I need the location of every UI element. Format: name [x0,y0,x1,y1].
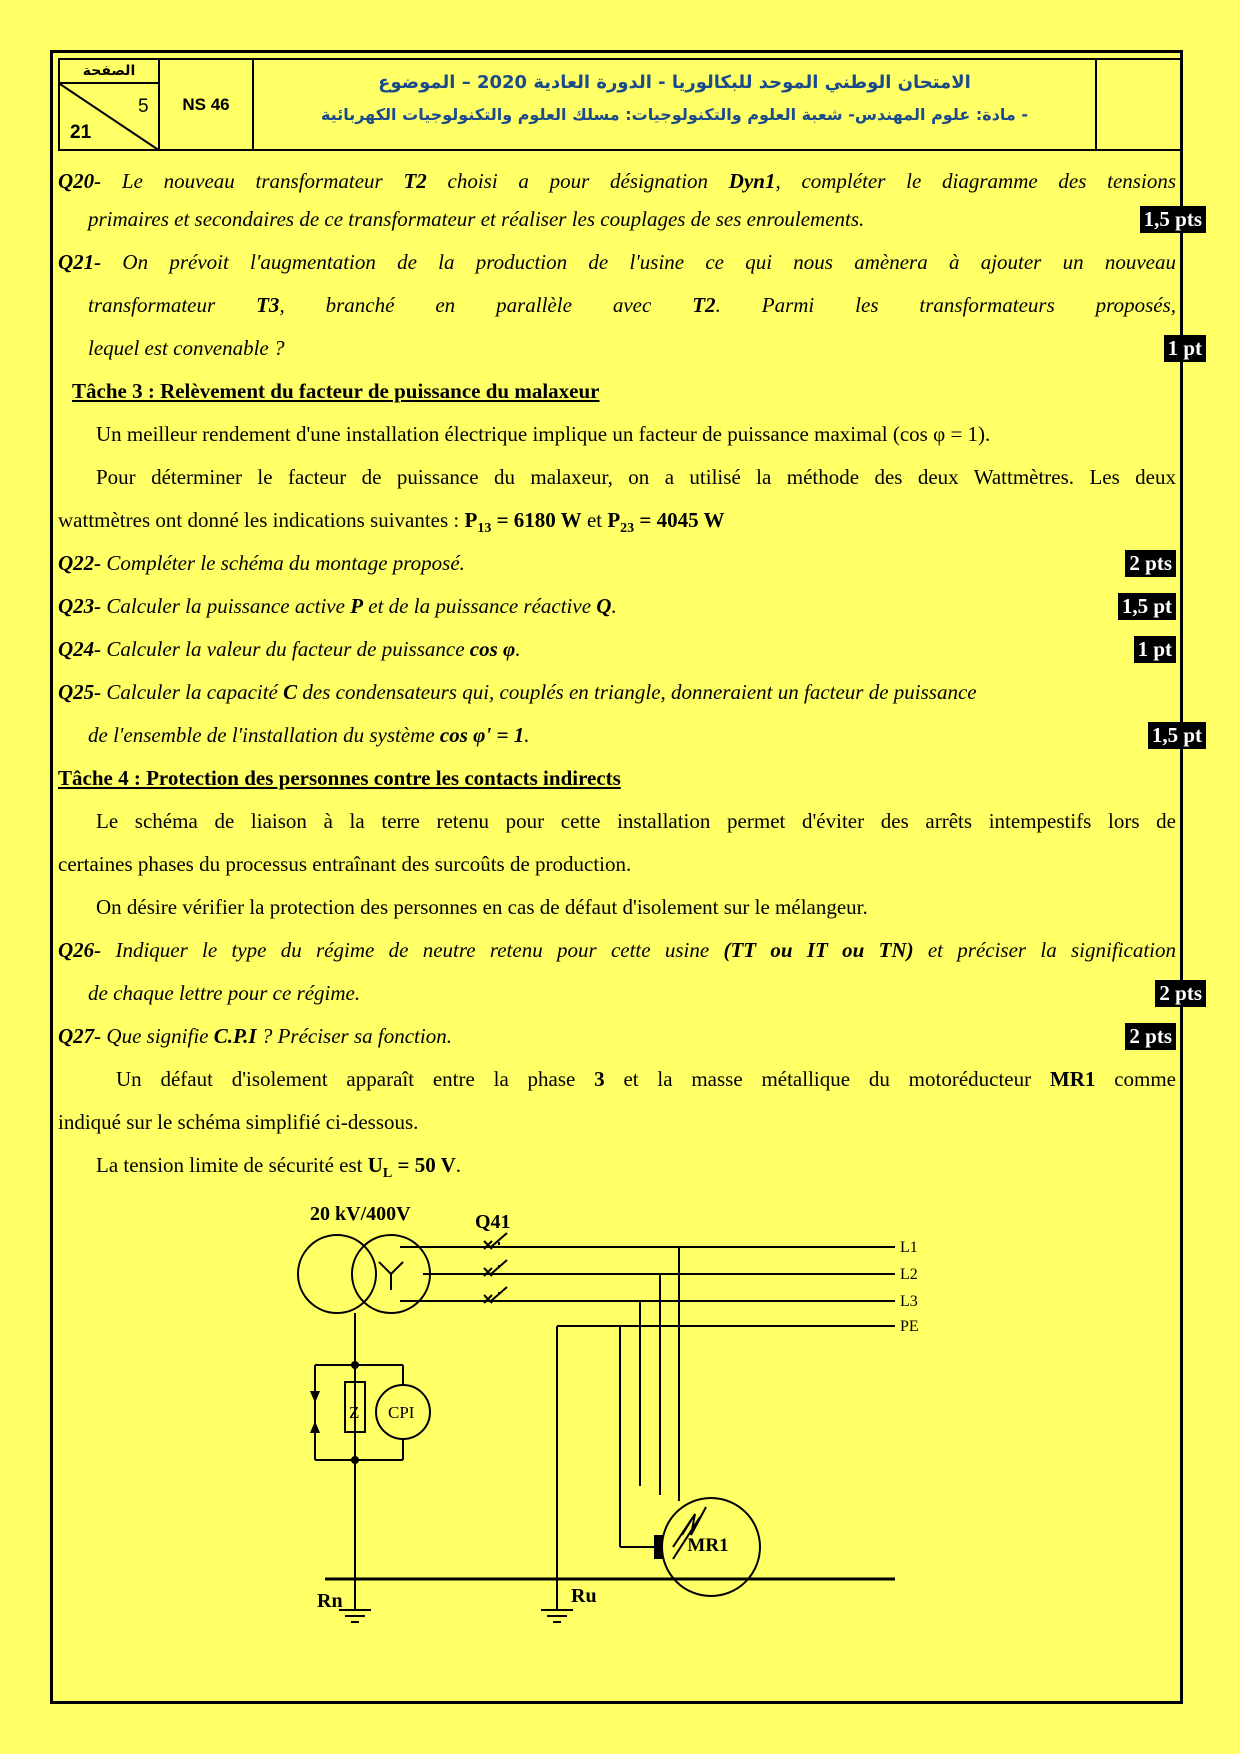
exam-title-cell [254,60,1097,149]
q20-number: Q20- [58,169,102,193]
task4-title: Tâche 4 : Protection des personnes contre les contacts indirects [58,766,621,790]
exam-title-line2: - مادة: علوم المهندس- شعبة العلوم والتكنولوجيات: مسلك العلوم والتكنولوجيات الكهربائية [320,105,1029,124]
q21-line3: lequel est convenable ? 1 pt [58,329,1206,367]
q25-line1: Q25- Calculer la capacité C des condensateurs qui, couplés en triangle, donneraient un facteur de puissance [58,680,977,704]
exam-header [58,58,1182,151]
q22-line: Q22- Compléter le schéma du montage proposé. 2 pts [58,544,1176,582]
page-total: 21 [70,122,92,143]
q23-line: Q23- Calculer la puissance active P et de la puissance réactive Q. 1,5 pt [58,587,1176,625]
task3-paragraph1: Un meilleur rendement d'une installation électrique implique un facteur de puissance maximal (cos φ = 1). [96,422,991,446]
q26-line1: Q26- Indiquer le type du régime de neutre retenu pour cette usine (TT ou IT ou TN) et préciser la signification [58,938,1176,962]
task4-paragraph1: Le schéma de liaison à la terre retenu pour cette installation permet d'éviter des arrêts intempestifs lors de [96,809,1176,833]
earth-symbol-rn [339,1610,371,1622]
q20-points: 1,5 pts [1140,206,1206,233]
q23-points: 1,5 pt [1118,593,1176,620]
q26-line2: de chaque lettre pour ce régime. 2 pts [58,974,1206,1012]
task3-title: Tâche 3 : Relèvement du facteur de puissance du malaxeur [72,379,600,403]
safety-voltage-line: La tension limite de sécurité est $U_L = 50$ V. [96,1153,462,1182]
fault-paragraph1: Un défaut d'isolement apparaît entre la phase 3 et la masse métallique du motoréducteur MR1 comme [116,1067,1177,1091]
q22-points: 2 pts [1125,550,1176,577]
breaker-label: Q41 [475,1211,511,1233]
q27-number: Q27- [58,1024,102,1048]
q27-points: 2 pts [1125,1023,1176,1050]
q21-line2: transformateur T3, branché en parallèle avec T2. Parmi les transformateurs proposés, [88,293,1176,317]
task4-heading [58,759,1176,797]
rn-label: Rn [317,1590,343,1612]
page-label: الصفحة [60,60,158,84]
q27-line: Q27- Que signifie C.P.I ? Préciser sa fonction. 2 pts [58,1017,1176,1055]
impedance-label: Z [349,1403,360,1422]
fault-circuit-diagram [295,1195,935,1635]
motor-label: MR1 [687,1535,729,1556]
task4-paragraph3: On désire vérifier la protection des personnes en cas de défaut d'isolement sur le mélangeur. [96,895,868,919]
q21-line1: Q21- On prévoit l'augmentation de la production de l'usine ce qui nous amènera à ajouter un nouveau [58,250,1176,274]
q23-number: Q23- [58,594,102,618]
fault-paragraph2: indiqué sur le schéma simplifié ci-dessous. [58,1110,419,1134]
line-l2-label: L2 [900,1266,918,1283]
exam-code-cell [160,60,254,149]
task3-heading [58,372,1190,410]
line-l3-label: L3 [900,1293,918,1310]
q20-line2: primaires et secondaires de ce transformateur et réaliser les couplages de ses enroulements. 1,5 pts [58,200,1206,238]
line-l1-label: L1 [900,1239,918,1256]
p13-value: $P_{13} = 6180$ W [464,508,582,537]
motor-frame-terminal [655,1536,662,1558]
q25-points: 1,5 pt [1148,722,1206,749]
task4-paragraph2: certaines phases du processus entraînant des surcoûts de production. [58,852,632,876]
q24-number: Q24- [58,637,102,661]
line-pe-label: PE [900,1318,919,1335]
task3-paragraph2: Pour déterminer le facteur de puissance du malaxeur, on a utilisé la méthode des deux Wattmètres. Les deux [96,465,1176,489]
earth-symbol-ru [541,1610,573,1622]
q22-number: Q22- [58,551,102,575]
q21-number: Q21- [58,250,102,274]
task3-paragraph3: wattmètres ont donné les indications suivantes : $P_{13} = 6180$ W et $P_{23} = 4045$ W [58,508,725,537]
q21-points: 1 pt [1164,335,1206,362]
exam-code: NS 46 [182,94,230,114]
exam-title-line1: الامتحان الوطني الموحد للبكالوريا - الدورة العادية 2020 – الموضوع [378,72,971,93]
p23-value: $P_{23} = 4045$ W [607,508,725,537]
star-coupling-symbol [379,1262,403,1290]
q20-line1: Q20- Le nouveau transformateur T2 choisi a pour désignation Dyn1, compléter le diagramme des tensions [58,169,1176,193]
ul-value: $U_L = 50$ V [367,1153,456,1182]
q24-points: 1 pt [1134,636,1176,663]
q25-number: Q25- [58,680,102,704]
ru-label: Ru [571,1585,597,1607]
page-number: 5 [138,96,149,117]
cpi-label: CPI [388,1403,415,1422]
empty-cell [1097,60,1180,149]
transformer-rating: 20 kV/400V [310,1203,411,1225]
breaker-q41 [484,1233,530,1303]
q26-number: Q26- [58,938,102,962]
q24-line: Q24- Calculer la valeur du facteur de puissance cos φ. 1 pt [58,630,1176,668]
page-number-cell [60,60,160,149]
q26-points: 2 pts [1155,980,1206,1007]
q25-line2: de l'ensemble de l'installation du système cos φ' = 1. 1,5 pt [58,716,1206,754]
